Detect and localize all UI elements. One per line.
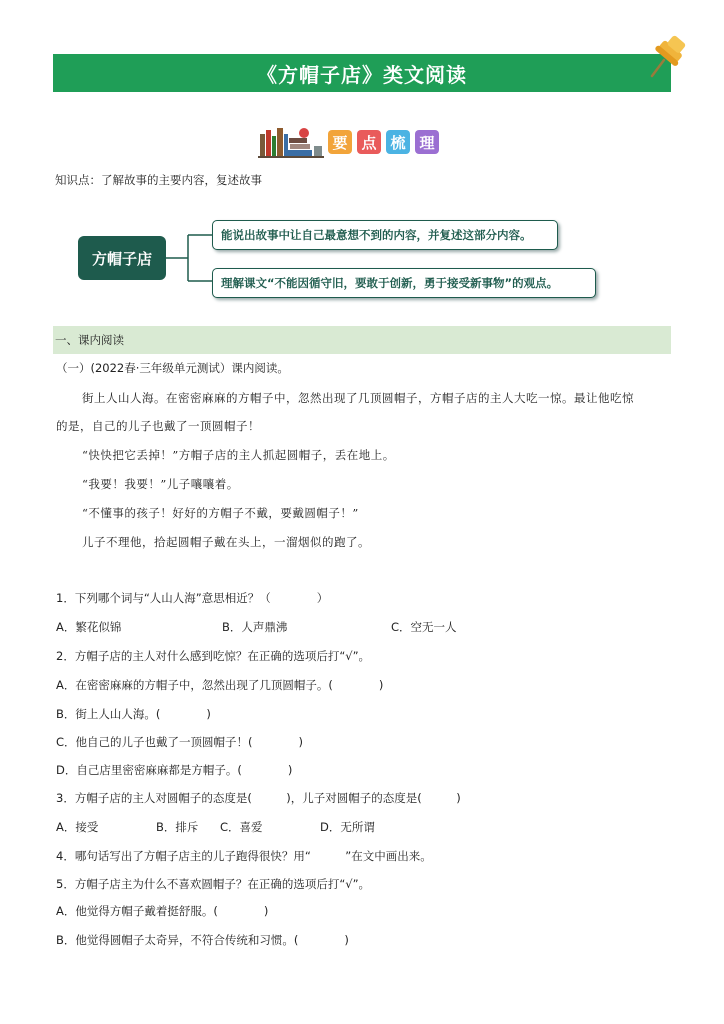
- logo-tile: 要: [328, 130, 352, 154]
- passage-line: “不懂事的孩子！好好的方帽子不戴，要戴圆帽子！”: [82, 506, 359, 520]
- mind-map-leaf: 理解课文“不能因循守旧，要敢于创新，勇于接受新事物”的观点。: [212, 268, 596, 298]
- question-2: 2．方帽子店的主人对什么感到吃惊？在正确的选项后打“√”。: [56, 649, 371, 663]
- question-option: A．在密密麻麻的方帽子中，忽然出现了几顶圆帽子。( ): [56, 678, 384, 692]
- passage-line: 街上人山人海。在密密麻麻的方帽子中，忽然出现了几顶圆帽子，方帽子店的主人大吃一惊。最让他吃惊: [82, 391, 634, 405]
- logo-tile: 理: [415, 130, 439, 154]
- question-option: C．喜爱: [220, 820, 263, 834]
- question-option: A．繁花似锦: [56, 620, 122, 634]
- question-4: 4．哪句话写出了方帽子店主的儿子跑得很快？用“ ”在文中画出来。: [56, 849, 432, 863]
- question-5: 5．方帽子店主为什么不喜欢圆帽子？在正确的选项后打“√”。: [56, 877, 371, 891]
- logo-tile: 点: [357, 130, 381, 154]
- question-option: B．排斥: [156, 820, 199, 834]
- source-line: （一）(2022春·三年级单元测试）课内阅读。: [56, 361, 289, 375]
- logo-tiles: [328, 130, 439, 154]
- passage-line: “我要！我要！”儿子嚷嚷着。: [82, 477, 239, 491]
- knowledge-point: 知识点：了解故事的主要内容，复述故事: [55, 173, 262, 187]
- question-option: C．空无一人: [391, 620, 457, 634]
- mind-map-root: 方帽子店: [78, 236, 166, 280]
- question-option: D．自己店里密密麻麻都是方帽子。( ): [56, 763, 293, 777]
- passage-line: “快快把它丢掉！”方帽子店的主人抓起圆帽子，丢在地上。: [82, 448, 395, 462]
- mind-map-leaf: 能说出故事中让自己最意想不到的内容，并复述这部分内容。: [212, 220, 558, 250]
- question-3: 3．方帽子店的主人对圆帽子的态度是( )，儿子对圆帽子的态度是( ): [56, 791, 461, 805]
- section-heading: [53, 326, 671, 354]
- question-option: B．人声鼎沸: [222, 620, 288, 634]
- question-1: 1．下列哪个词与“人山人海”意思相近？（ ）: [56, 591, 329, 605]
- page-title: 《方帽子店》类文阅读: [257, 62, 467, 87]
- question-option: D．无所谓: [320, 820, 375, 834]
- logo-tile: 梳: [386, 130, 410, 154]
- title-banner: [53, 54, 671, 92]
- mind-map: [76, 218, 606, 302]
- section-logo: [258, 124, 448, 158]
- books-icon: [258, 124, 324, 158]
- passage-line: 的是，自己的儿子也戴了一顶圆帽子！: [56, 419, 260, 433]
- section-heading-text: 一、课内阅读: [55, 333, 124, 347]
- question-option: B．街上人山人海。( ): [56, 707, 211, 721]
- question-option: B．他觉得圆帽子太奇异，不符合传统和习惯。( ): [56, 933, 349, 947]
- question-option: C．他自己的儿子也戴了一顶圆帽子！( ): [56, 735, 304, 749]
- question-option: A．接受: [56, 820, 99, 834]
- passage-line: 儿子不理他，拾起圆帽子戴在头上，一溜烟似的跑了。: [82, 535, 370, 549]
- question-option: A．他觉得方帽子戴着挺舒服。( ): [56, 904, 269, 918]
- pushpin-icon: [642, 30, 690, 82]
